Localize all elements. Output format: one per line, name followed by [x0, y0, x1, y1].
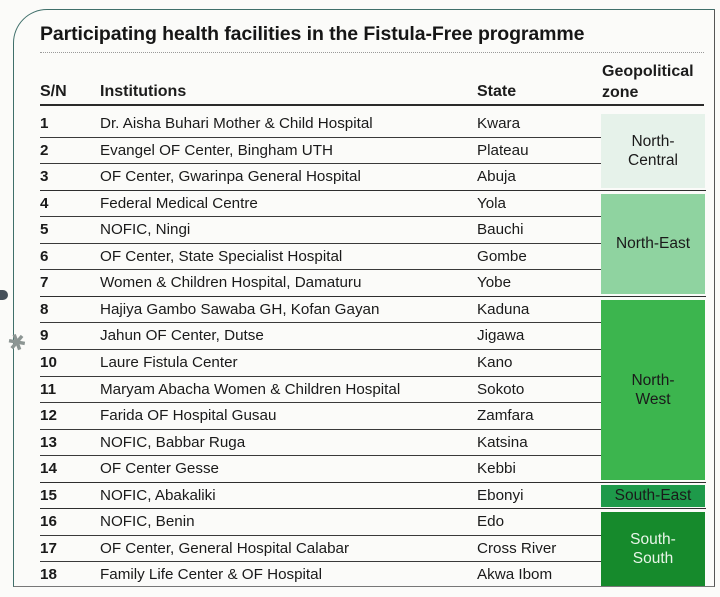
- cell-state: Kaduna: [477, 300, 530, 318]
- cell-sn: 15: [40, 486, 57, 504]
- cell-institution: NOFIC, Abakaliki: [100, 486, 216, 504]
- zone-block: [601, 114, 705, 188]
- cell-sn: 7: [40, 274, 49, 292]
- cell-sn: 13: [40, 433, 57, 451]
- zone-label: West: [635, 390, 671, 408]
- cell-institution: Jahun OF Center, Dutse: [100, 327, 264, 345]
- cell-state: Kebbi: [477, 460, 516, 478]
- header-divider: [40, 104, 704, 106]
- cell-institution: Family Life Center & OF Hospital: [100, 566, 322, 584]
- table-row: [40, 270, 606, 297]
- cell-sn: 9: [40, 327, 49, 345]
- zone-block: [601, 300, 705, 480]
- cell-state: Yobe: [477, 274, 512, 292]
- cell-state: Katsina: [477, 433, 528, 451]
- cell-institution: NOFIC, Ningi: [100, 221, 191, 239]
- table-row: [40, 430, 606, 457]
- table-row: [40, 244, 606, 271]
- cell-institution: Women & Children Hospital, Damaturu: [100, 274, 362, 292]
- cell-institution: Federal Medical Centre: [100, 194, 258, 212]
- table-row: [40, 191, 606, 218]
- cell-state: Zamfara: [477, 407, 534, 425]
- cell-institution: OF Center, State Specialist Hospital: [100, 247, 343, 265]
- cell-state: Ebonyi: [477, 486, 524, 504]
- column-header-zone: Geopolitical zone: [602, 63, 694, 101]
- cell-institution: Farida OF Hospital Gusau: [100, 407, 277, 425]
- cell-sn: 2: [40, 141, 49, 159]
- cell-state: Yola: [477, 194, 507, 212]
- cell-state: Kano: [477, 353, 513, 371]
- cell-state: Plateau: [477, 141, 529, 159]
- table-row: [40, 323, 606, 350]
- title-divider: [40, 52, 704, 53]
- cell-sn: 4: [40, 194, 49, 212]
- margin-bullet-mark: [0, 290, 8, 300]
- cell-state: Cross River: [477, 539, 557, 557]
- cell-state: Jigawa: [477, 327, 525, 345]
- table-row: [40, 377, 606, 404]
- table-row: [40, 217, 606, 244]
- zone-label: South-East: [614, 487, 692, 505]
- column-header-state: State: [477, 83, 517, 100]
- cell-institution: Maryam Abacha Women & Children Hospital: [100, 380, 401, 398]
- cell-institution: Hajiya Gambo Sawaba GH, Kofan Gayan: [100, 300, 380, 318]
- cell-state: Gombe: [477, 247, 527, 265]
- table-row: [40, 483, 606, 510]
- column-header-sn: S/N: [40, 83, 67, 100]
- zone-block: [601, 512, 705, 586]
- column-header-institutions: Institutions: [100, 83, 187, 100]
- zone-label: South: [632, 550, 674, 568]
- table-row: [40, 350, 606, 377]
- cell-institution: Dr. Aisha Buhari Mother & Child Hospital: [100, 115, 373, 132]
- table-row: [40, 111, 606, 138]
- table-row: [40, 164, 606, 191]
- cell-institution: Evangel OF Center, Bingham UTH: [100, 141, 333, 159]
- table-row: [40, 138, 606, 165]
- cell-state: Akwa Ibom: [477, 566, 553, 584]
- cell-sn: 17: [40, 539, 57, 557]
- table-row: [40, 297, 606, 324]
- table-row: [40, 509, 606, 536]
- cell-sn: 14: [40, 460, 57, 478]
- zone-label: South-: [630, 531, 676, 549]
- zone-block: [601, 194, 705, 294]
- zone-block: [601, 485, 705, 508]
- cell-state: Sokoto: [477, 380, 525, 398]
- cell-sn: 10: [40, 353, 57, 371]
- cell-state: Bauchi: [477, 221, 524, 239]
- zone-label: North-East: [615, 235, 691, 253]
- cell-institution: NOFIC, Babbar Ruga: [100, 433, 246, 451]
- cell-sn: 11: [40, 380, 57, 398]
- cell-sn: 18: [40, 566, 57, 584]
- cell-state: Abuja: [477, 168, 516, 186]
- table-row: [40, 403, 606, 430]
- cell-institution: NOFIC, Benin: [100, 513, 195, 531]
- cell-institution: OF Center, Gwarinpa General Hospital: [100, 168, 361, 186]
- cell-sn: 12: [40, 407, 57, 425]
- zone-label: North-: [631, 371, 675, 389]
- cell-sn: 16: [40, 513, 57, 531]
- table-row: [40, 536, 606, 563]
- cell-institution: OF Center, General Hospital Calabar: [100, 539, 350, 557]
- cell-institution: Laure Fistula Center: [100, 353, 238, 371]
- zone-label: Central: [628, 151, 678, 169]
- cell-state: Edo: [477, 513, 505, 531]
- cell-sn: 1: [40, 115, 49, 132]
- cell-sn: 5: [40, 221, 49, 239]
- cell-state: Kwara: [477, 115, 521, 132]
- table-row: [40, 562, 606, 589]
- table-title: Participating health facilities in the Fistula-Free programme: [40, 23, 585, 45]
- cell-sn: 8: [40, 300, 49, 318]
- table-row: [40, 456, 606, 483]
- margin-star-mark: ✱: [4, 327, 30, 358]
- zone-label: North-: [631, 132, 675, 150]
- cell-sn: 6: [40, 247, 49, 265]
- cell-sn: 3: [40, 168, 49, 186]
- cell-institution: OF Center Gesse: [100, 460, 220, 478]
